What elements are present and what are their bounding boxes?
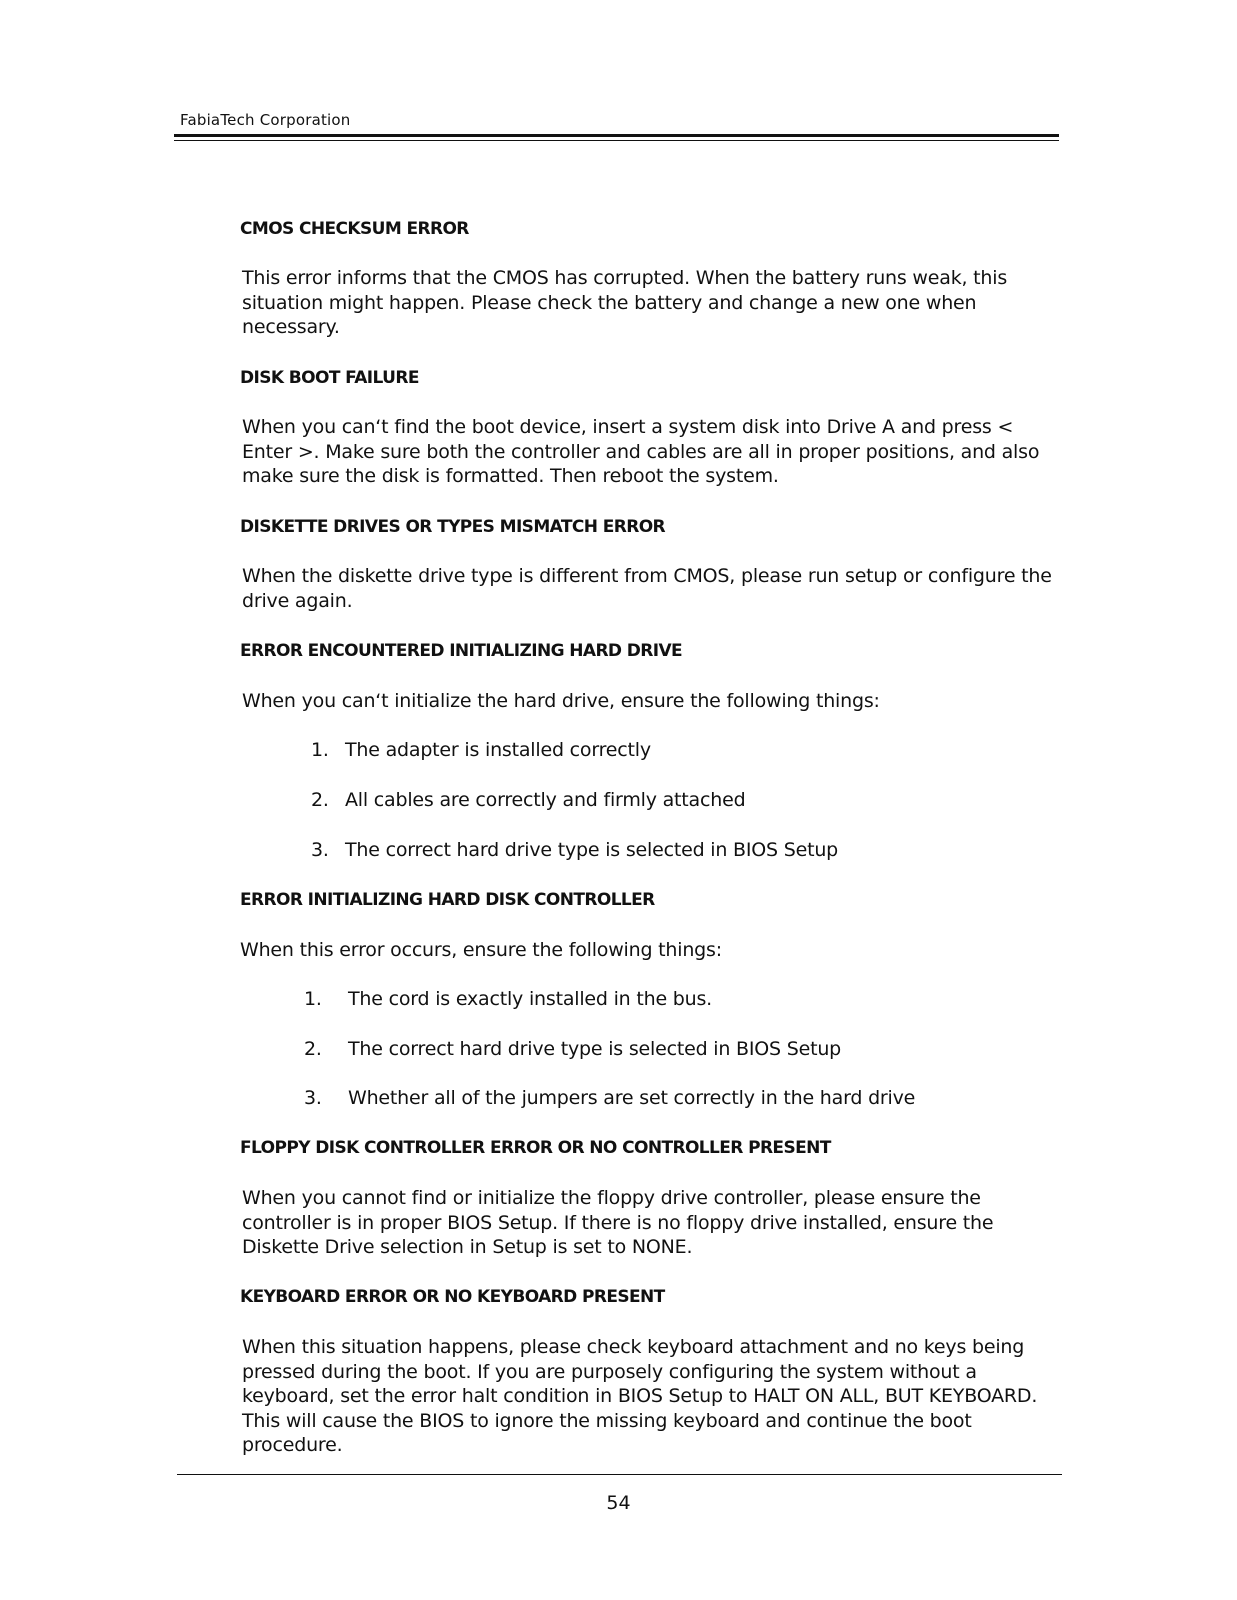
- list-item-number: 1.: [304, 988, 322, 1010]
- list-item-number: 3.: [311, 839, 329, 861]
- header-rule-thin: [174, 140, 1059, 141]
- list-item-text: The correct hard drive type is selected in BIOS Setup: [345, 839, 839, 861]
- list-item: [304, 988, 712, 1010]
- section-heading: FLOPPY DISK CONTROLLER ERROR OR NO CONTROLLER PRESENT: [240, 1138, 831, 1158]
- list-item-text: All cables are correctly and firmly attached: [345, 789, 746, 811]
- list-item: [304, 1087, 915, 1109]
- list-item-number: 3.: [304, 1087, 322, 1109]
- section-body: When this situation happens, please check keyboard attachment and no keys being pressed during the boot. If you are purposely configuring the system without a keyboard, set the error halt condition in BIOS Setup to HALT ON ALL, BUT KEYBOARD. This will cause the BIOS to ignore the missing keyboard and continue the boot procedure.: [242, 1336, 1038, 1457]
- section-heading: CMOS CHECKSUM ERROR: [240, 219, 469, 239]
- header-rule-thick: [174, 134, 1059, 137]
- section-body: This error informs that the CMOS has corrupted. When the battery runs weak, this situation might happen. Please check the battery and change a new one when necessary.: [242, 267, 1008, 339]
- list-item: [311, 739, 651, 761]
- section-body: When this error occurs, ensure the following things:: [240, 939, 722, 961]
- section-heading: ERROR ENCOUNTERED INITIALIZING HARD DRIVE: [240, 641, 683, 661]
- list-item: [304, 1038, 841, 1060]
- company-name: FabiaTech Corporation: [180, 111, 351, 129]
- section-heading: ERROR INITIALIZING HARD DISK CONTROLLER: [240, 890, 655, 910]
- section-heading: KEYBOARD ERROR OR NO KEYBOARD PRESENT: [240, 1287, 665, 1307]
- section-body: When the diskette drive type is different from CMOS, please run setup or configure the drive again.: [242, 565, 1052, 612]
- list-item-text: The cord is exactly installed in the bus.: [348, 988, 713, 1010]
- list-item: [311, 789, 745, 811]
- list-item-text: Whether all of the jumpers are set correctly in the hard drive: [348, 1087, 916, 1109]
- list-item-text: The adapter is installed correctly: [345, 739, 651, 761]
- footer-rule: [177, 1474, 1062, 1475]
- list-item: [311, 839, 838, 861]
- section-body: When you cannot find or initialize the floppy drive controller, please ensure the controller is in proper BIOS Setup. If there is no floppy drive installed, ensure the Diskette Drive selection in Setup is set to NONE.: [242, 1187, 994, 1259]
- page-number: 54: [606, 1492, 631, 1514]
- list-item-text: The correct hard drive type is selected in BIOS Setup: [348, 1038, 842, 1060]
- section-body: When you can‘t initialize the hard drive, ensure the following things:: [242, 690, 880, 712]
- list-item-number: 2.: [304, 1038, 322, 1060]
- section-heading: DISKETTE DRIVES OR TYPES MISMATCH ERROR: [240, 517, 666, 537]
- section-body: When you can‘t find the boot device, insert a system disk into Drive A and press < Enter >. Make sure both the controller and cables are all in proper positions, and also make sure the disk is formatted. Then reboot the system.: [242, 416, 1040, 488]
- section-heading: DISK BOOT FAILURE: [240, 368, 419, 388]
- list-item-number: 1.: [311, 739, 329, 761]
- list-item-number: 2.: [311, 789, 329, 811]
